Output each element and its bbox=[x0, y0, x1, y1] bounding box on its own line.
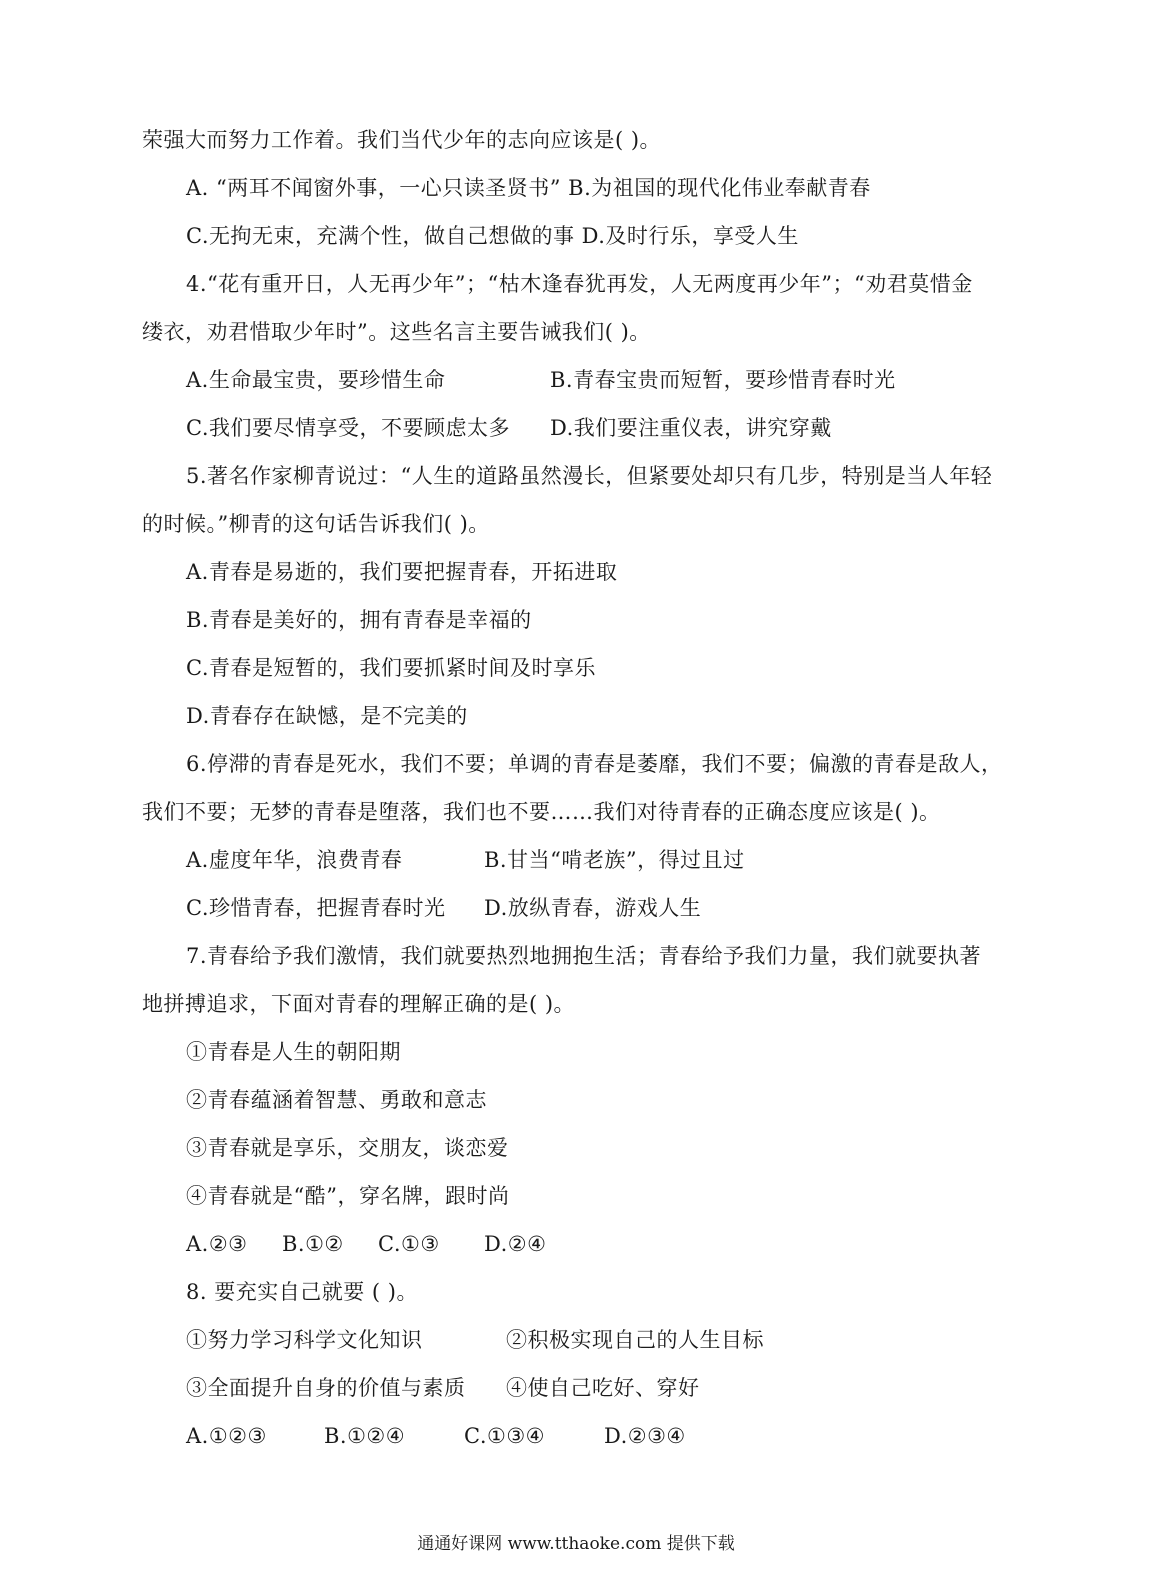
q4-option-d: D.我们要注重仪表，讲究穿戴 bbox=[550, 416, 832, 440]
q7-item-2: ②青春蕴涵着智慧、勇敢和意志 bbox=[186, 1088, 487, 1112]
q6-stem-line2: 我们不要；无梦的青春是堕落，我们也不要……我们对待青春的正确态度应该是( )。 bbox=[142, 800, 941, 824]
q3-stem-continuation: 荣强大而努力工作着。我们当代少年的志向应该是( )。 bbox=[142, 128, 662, 152]
q5-option-b: B.青春是美好的，拥有青春是幸福的 bbox=[186, 608, 532, 632]
q5-option-a: A.青春是易逝的，我们要把握青春，开拓进取 bbox=[186, 560, 618, 584]
page-footer: 通通好课网 www.tthaoke.com 提供下载 bbox=[417, 1534, 735, 1554]
q7-item-3: ③青春就是享乐，交朋友，谈恋爱 bbox=[186, 1136, 509, 1160]
q6-option-a: A.虚度年华，浪费青春 bbox=[186, 848, 403, 872]
q8-option-d: D.②③④ bbox=[604, 1424, 686, 1448]
q6-option-b: B.甘当“啃老族”，得过且过 bbox=[484, 848, 745, 872]
q4-option-b: B.青春宝贵而短暂，要珍惜青春时光 bbox=[550, 368, 896, 392]
q4-option-c: C.我们要尽情享受，不要顾虑太多 bbox=[186, 416, 510, 440]
q5-option-d: D.青春存在缺憾，是不完美的 bbox=[186, 704, 468, 728]
q7-item-4: ④青春就是“酷”，穿名牌，跟时尚 bbox=[186, 1184, 510, 1208]
q8-item-1: ①努力学习科学文化知识 bbox=[186, 1328, 423, 1352]
q4-stem-line1: 4.“花有重开日，人无再少年”；“枯木逢春犹再发，人无两度再少年”；“劝君莫惜金 bbox=[186, 272, 973, 296]
q8-option-c: C.①③④ bbox=[464, 1424, 545, 1448]
q5-stem-line2: 的时候。”柳青的这句话告诉我们( )。 bbox=[142, 512, 490, 536]
q8-option-a: A.①②③ bbox=[186, 1424, 267, 1448]
q5-option-c: C.青春是短暂的，我们要抓紧时间及时享乐 bbox=[186, 656, 596, 680]
q7-stem-line2: 地拼搏追求，下面对青春的理解正确的是( )。 bbox=[142, 992, 576, 1016]
q4-stem-line2: 缕衣，劝君惜取少年时”。这些名言主要告诫我们( )。 bbox=[142, 320, 651, 344]
q7-option-d: D.②④ bbox=[484, 1232, 547, 1256]
q3-options-cd: C.无拘无束，充满个性，做自己想做的事 D.及时行乐，享受人生 bbox=[186, 224, 799, 248]
q7-option-b: B.①② bbox=[282, 1232, 344, 1256]
q7-stem-line1: 7.青春给予我们激情，我们就要热烈地拥抱生活；青春给予我们力量，我们就要执著 bbox=[186, 944, 982, 968]
q4-option-a: A.生命最宝贵，要珍惜生命 bbox=[186, 368, 446, 392]
q5-stem-line1: 5.著名作家柳青说过：“人生的道路虽然漫长，但紧要处却只有几步，特别是当人年轻 bbox=[186, 464, 993, 488]
q7-option-a: A.②③ bbox=[186, 1232, 248, 1256]
q8-option-b: B.①②④ bbox=[324, 1424, 406, 1448]
q7-option-c: C.①③ bbox=[378, 1232, 440, 1256]
q6-option-d: D.放纵青春，游戏人生 bbox=[484, 896, 702, 920]
q6-stem-line1: 6.停滞的青春是死水，我们不要；单调的青春是萎靡，我们不要；偏激的青春是敌人， bbox=[186, 752, 1003, 776]
q8-item-4: ④使自己吃好、穿好 bbox=[506, 1376, 700, 1400]
q8-stem: 8. 要充实自己就要 ( )。 bbox=[186, 1280, 418, 1304]
q6-option-c: C.珍惜青春，把握青春时光 bbox=[186, 896, 446, 920]
q7-item-1: ①青春是人生的朝阳期 bbox=[186, 1040, 401, 1064]
q8-item-3: ③全面提升自身的价值与素质 bbox=[186, 1376, 466, 1400]
q3-options-ab: A. “两耳不闻窗外事，一心只读圣贤书” B.为祖国的现代化伟业奉献青春 bbox=[186, 176, 871, 200]
q8-item-2: ②积极实现自己的人生目标 bbox=[506, 1328, 764, 1352]
